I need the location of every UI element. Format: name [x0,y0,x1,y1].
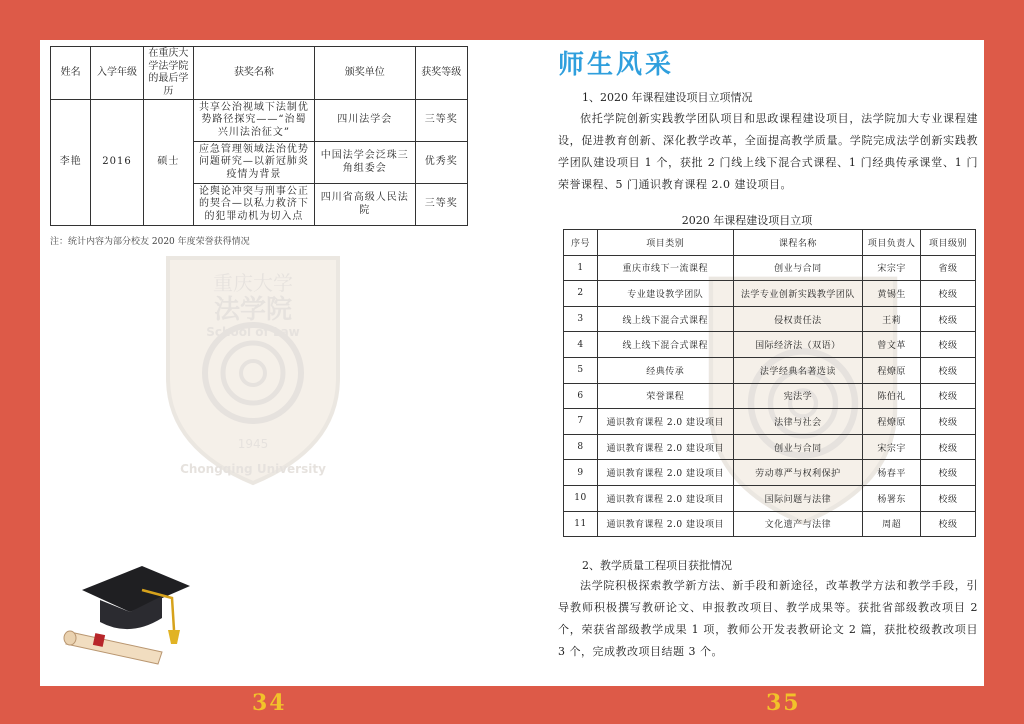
cell-leader: 杨署东 [863,485,921,511]
award-title: 应急管理领域法治优势问题研究—以新冠肺炎疫情为背景 [194,142,315,184]
header-issuer: 颁奖单位 [314,47,415,100]
cell-index: 2 [564,281,598,307]
table-row [564,357,976,383]
school-shield-watermark [158,248,348,488]
cell-course: 劳动尊严与权利保护 [733,460,863,486]
cell-category: 通识教育课程 2.0 建设项目 [597,511,733,537]
cell-leader: 陈伯礼 [863,383,921,409]
cell-index: 6 [564,383,598,409]
cell-level: 校级 [921,383,976,409]
page-number-left: 34 [252,690,287,716]
diploma-scroll-icon [64,631,162,664]
table-row [51,100,468,142]
person-name: 李艳 [51,100,91,226]
table-row [564,511,976,537]
cell-leader: 宋宗宇 [863,434,921,460]
page-number-right: 35 [766,690,801,716]
cell-leader: 杨春平 [863,460,921,486]
header-index: 序号 [564,230,598,256]
cell-level: 校级 [921,357,976,383]
watermark-bottom: Chongqing University [180,462,326,476]
table-row [564,281,976,307]
cell-level: 校级 [921,306,976,332]
table-note: 注：统计内容为部分校友 2020 年度荣誉获得情况 [50,237,250,247]
cell-course: 创业与合同 [733,434,863,460]
project-table [563,229,976,537]
cell-index: 9 [564,460,598,486]
header-award-title: 获奖名称 [194,47,315,100]
cell-course: 法学经典名著选读 [733,357,863,383]
header-leader: 项目负责人 [863,230,921,256]
section-title: 师生风采 [558,50,675,80]
cell-category: 通识教育课程 2.0 建设项目 [597,409,733,435]
header-year: 入学年级 [91,47,143,100]
cell-level: 校级 [921,434,976,460]
heading-quality-projects: 2、教学质量工程项目获批情况 [582,559,732,572]
watermark-en: School of Law [206,325,300,339]
award-title: 共享公治视域下法制优势路径探究——“治蜀兴川法治征文” [194,100,315,142]
cell-category: 经典传承 [597,357,733,383]
cell-leader: 程燎原 [863,357,921,383]
person-degree: 硕士 [143,100,193,226]
cell-course: 宪法学 [733,383,863,409]
cell-leader: 周超 [863,511,921,537]
header-degree: 在重庆大学法学院的最后学历 [143,47,193,100]
cell-leader: 程燎原 [863,409,921,435]
table-row [564,434,976,460]
graduation-cap-icon [62,560,202,670]
cell-course: 国际问题与法律 [733,485,863,511]
table-row [564,255,976,281]
cell-category: 通识教育课程 2.0 建设项目 [597,460,733,486]
table-row [564,485,976,511]
header-category: 项目类别 [597,230,733,256]
cell-category: 重庆市线下一流课程 [597,255,733,281]
cell-index: 8 [564,434,598,460]
cell-course: 法律与社会 [733,409,863,435]
paragraph-quality-projects: 法学院积极探索教学新方法、新手段和新途径，改革教学方法和教学手段，引导教师积极撰写教研论文、申报教改项目、教学成果等。获批省部级教改项目 2 个，荣获省部级教学成果 1 项，教师公开发表教研论文 2 篇，获批校级教改项目 3 个，完成教改项目结题 3 个。 [558,579,978,658]
left-page [40,40,510,686]
cell-index: 3 [564,306,598,332]
cell-leader: 黄锡生 [863,281,921,307]
cell-leader: 曾文革 [863,332,921,358]
cell-category: 线上线下混合式课程 [597,332,733,358]
cell-category: 荣誉课程 [597,383,733,409]
cell-category: 线上线下混合式课程 [597,306,733,332]
person-year: 2016 [91,100,143,226]
award-issuer: 四川法学会 [314,100,415,142]
table-row [564,409,976,435]
project-table-body [564,255,976,537]
cell-course: 国际经济法（双语） [733,332,863,358]
cell-index: 4 [564,332,598,358]
watermark-line2: 法学院 [213,295,293,325]
table-row [564,460,976,486]
award-table [50,46,468,226]
heading-course-projects: 1、2020 年课程建设项目立项情况 [582,91,753,104]
cell-level: 校级 [921,485,976,511]
header-course: 课程名称 [733,230,863,256]
cell-level: 校级 [921,409,976,435]
award-level: 三等奖 [415,184,467,226]
header-level: 获奖等级 [415,47,467,100]
watermark-year: 1945 [237,437,269,451]
cell-course: 法学专业创新实践教学团队 [733,281,863,307]
cell-level: 校级 [921,332,976,358]
cell-course: 侵权责任法 [733,306,863,332]
cell-level: 校级 [921,511,976,537]
cell-index: 11 [564,511,598,537]
cell-leader: 王莉 [863,306,921,332]
table-row [564,306,976,332]
cell-index: 1 [564,255,598,281]
cell-leader: 宋宗宇 [863,255,921,281]
cell-level: 校级 [921,281,976,307]
award-issuer: 中国法学会泛珠三角组委会 [314,142,415,184]
award-level: 三等奖 [415,100,467,142]
cell-index: 5 [564,357,598,383]
cell-course: 创业与合同 [733,255,863,281]
award-issuer: 四川省高级人民法院 [314,184,415,226]
cell-index: 10 [564,485,598,511]
table-row [564,332,976,358]
watermark-line1: 重庆大学 [213,271,293,295]
cell-index: 7 [564,409,598,435]
cell-category: 专业建设教学团队 [597,281,733,307]
award-level: 优秀奖 [415,142,467,184]
paragraph-course-projects: 依托学院创新实践教学团队项目和思政课程建设项目，法学院加大专业课程建设，促进教育创新、深化教学改革，全面提高教学质量。学院完成法学创新实践教学团队建设项目 1 个，获批 2 门线上线下混合式课程、1 门经典传承课堂、1 门荣誉课程、5 门通识教育课程 2.0 建设项目。 [558,112,978,191]
award-title: 论舆论冲突与刑事公正的契合—以私力救济下的犯罪动机为切入点 [194,184,315,226]
cell-course: 文化遗产与法律 [733,511,863,537]
right-page [510,40,984,686]
cell-level: 校级 [921,460,976,486]
cell-category: 通识教育课程 2.0 建设项目 [597,434,733,460]
cell-category: 通识教育课程 2.0 建设项目 [597,485,733,511]
cell-level: 省级 [921,255,976,281]
table-caption: 2020 年课程建设项目立项 [681,214,813,227]
header-name: 姓名 [51,47,91,100]
table-row [564,383,976,409]
header-level: 项目级别 [921,230,976,256]
